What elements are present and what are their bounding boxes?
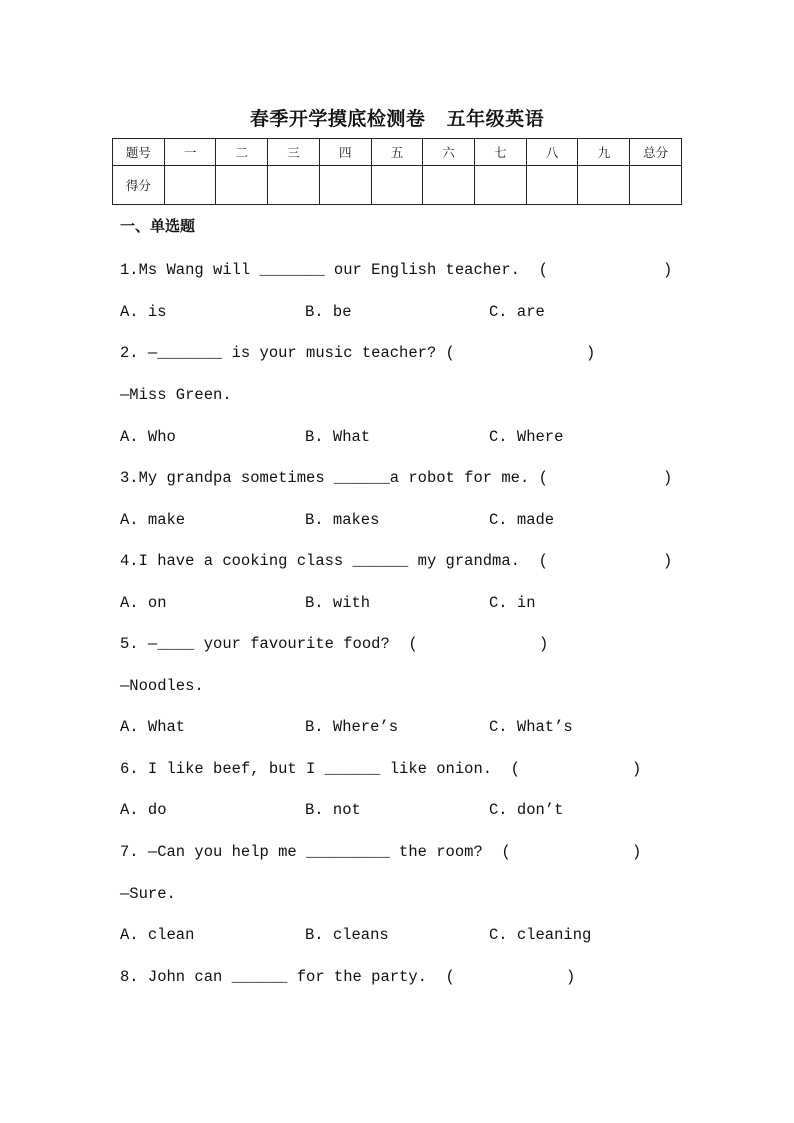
score-table [112,138,682,205]
option-b: B. What [305,428,371,446]
option-c: C. don’t [489,801,564,819]
score-cell [164,166,216,205]
answer-paren-close: ) [632,760,642,778]
score-table-header-row [113,139,682,166]
header-cell: 七 [475,139,527,166]
option-b: B. Where’s [305,718,399,736]
score-cell [319,166,371,205]
question-stem: 8. John can ______ for the party. ( [120,968,455,986]
option-b: B. with [305,594,371,612]
header-cell: 五 [371,139,423,166]
option-b: B. not [305,801,361,819]
option-c: C. made [489,511,555,529]
question-stem: 7. —Can you help me _________ the room? ( [120,843,511,861]
header-cell: 题号 [113,139,165,166]
option-a: A. on [120,594,167,612]
score-cell [630,166,682,205]
answer-paren-close: ) [632,843,642,861]
header-cell: 二 [216,139,268,166]
header-cell: 四 [319,139,371,166]
option-c: C. What’s [489,718,573,736]
header-cell: 一 [164,139,216,166]
answer-paren-close: ) [539,635,549,653]
option-a: A. make [120,511,186,529]
option-b: B. makes [305,511,380,529]
score-table-score-row [113,166,682,205]
score-cell [526,166,578,205]
option-a: A. What [120,718,186,736]
option-c: C. are [489,303,545,321]
answer-paren-close: ) [586,344,596,362]
score-cell [371,166,423,205]
header-cell: 八 [526,139,578,166]
section-title: 一、单选题 [120,217,196,235]
question-stem: 6. I like beef, but I ______ like onion. ( [120,760,520,778]
answer-paren-close: ) [663,261,673,279]
question-stem: 1.Ms Wang will _______ our English teacher. ( [120,261,548,279]
option-a: A. Who [120,428,176,446]
option-c: C. in [489,594,536,612]
score-cell [578,166,630,205]
option-b: B. be [305,303,352,321]
option-b: B. cleans [305,926,389,944]
option-c: C. cleaning [489,926,592,944]
score-cell [268,166,320,205]
score-cell [423,166,475,205]
score-row-label: 得分 [113,166,165,205]
answer-paren-close: ) [566,968,576,986]
dialogue-reply: —Sure. [120,885,176,903]
header-cell: 总分 [630,139,682,166]
option-a: A. do [120,801,167,819]
option-a: A. is [120,303,167,321]
option-c: C. Where [489,428,564,446]
option-a: A. clean [120,926,195,944]
score-cell [475,166,527,205]
question-stem: 5. —____ your favourite food? ( [120,635,418,653]
header-cell: 三 [268,139,320,166]
answer-paren-close: ) [663,552,673,570]
header-cell: 九 [578,139,630,166]
score-cell [216,166,268,205]
header-cell: 六 [423,139,475,166]
exam-title: 春季开学摸底检测卷 五年级英语 [249,108,545,130]
dialogue-reply: —Noodles. [120,677,204,695]
question-stem: 4.I have a cooking class ______ my grandma. ( [120,552,548,570]
answer-paren-close: ) [663,469,673,487]
dialogue-reply: —Miss Green. [120,386,232,404]
question-stem: 3.My grandpa sometimes ______a robot for me. ( [120,469,548,487]
question-stem: 2. —_______ is your music teacher? ( [120,344,455,362]
